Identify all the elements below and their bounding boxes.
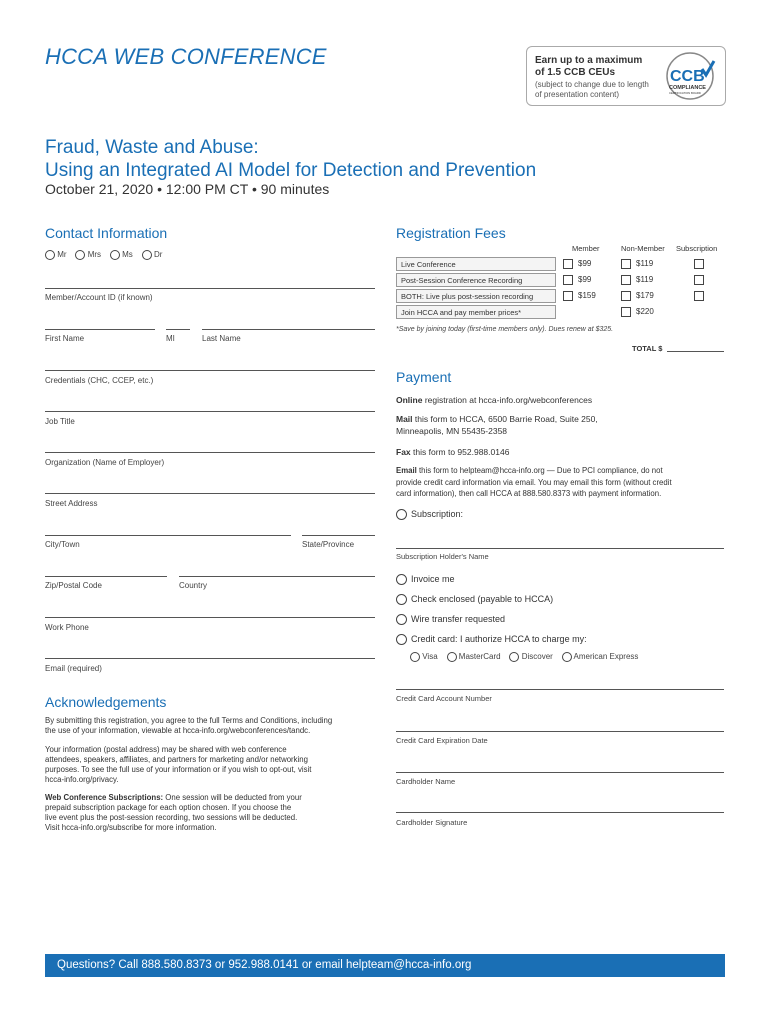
total-label: TOTAL $ bbox=[632, 344, 663, 353]
radio-icon[interactable] bbox=[447, 652, 457, 662]
checkbox-live-nonmember[interactable] bbox=[621, 259, 631, 269]
zip-label: Zip/Postal Code bbox=[45, 581, 102, 590]
ack-subscription-paragraph: Web Conference Subscriptions: One session will be deducted from your prepaid subscription package for each option chosen. If you choose the live event plus the post-session recording, two sessions will be deducted. Visit hcca-info.org/subscribe for more information. bbox=[45, 793, 302, 832]
cardholder-name-label: Cardholder Name bbox=[396, 777, 456, 786]
ceu-line-3: (subject to change due to length bbox=[535, 80, 649, 89]
last-name-label: Last Name bbox=[202, 334, 241, 343]
radio-icon[interactable] bbox=[562, 652, 572, 662]
radio-icon[interactable] bbox=[396, 614, 407, 625]
cardholder-signature-label: Cardholder Signature bbox=[396, 818, 468, 827]
ceu-line-4: of presentation content) bbox=[535, 90, 620, 99]
cc-exp-label: Credit Card Expiration Date bbox=[396, 736, 488, 745]
ack-privacy-paragraph: Your information (postal address) may be shared with web conference attendees, speakers, affiliates, and partners for marketing and/or networking purposes. To see the full use of your information or if you wish to opt-out, visit hcca-info.org/privacy. bbox=[45, 745, 312, 784]
member-id-label: Member/Account ID (if known) bbox=[45, 293, 153, 302]
checkbox-both-subscription[interactable] bbox=[694, 291, 704, 301]
card-discover[interactable]: Discover bbox=[509, 652, 552, 661]
checkbox-recording-subscription[interactable] bbox=[694, 275, 704, 285]
ccb-logo-icon bbox=[661, 51, 719, 101]
email-label: Email (required) bbox=[45, 664, 102, 673]
cc-number-field[interactable] bbox=[396, 689, 724, 690]
salutation-ms[interactable]: Ms bbox=[110, 250, 133, 259]
fee-row-join: Join HCCA and pay member prices* bbox=[396, 305, 556, 319]
state-label: State/Province bbox=[302, 540, 355, 549]
radio-icon[interactable] bbox=[142, 250, 152, 260]
fee-row-both: BOTH: Live plus post-session recording bbox=[396, 289, 556, 303]
fee-row-recording: Post-Session Conference Recording bbox=[396, 273, 556, 287]
work-phone-field[interactable] bbox=[45, 617, 375, 618]
first-name-field[interactable] bbox=[45, 329, 155, 330]
ccb-logo-sub1: COMPLIANCE bbox=[669, 85, 706, 91]
country-field[interactable] bbox=[179, 576, 375, 577]
credentials-label: Credentials (CHC, CCEP, etc.) bbox=[45, 376, 154, 385]
ccb-logo-sub2: CERTIFICATION BOARD bbox=[669, 91, 701, 95]
option-credit-card[interactable]: Credit card: I authorize HCCA to charge my: bbox=[396, 634, 587, 645]
ceu-badge bbox=[526, 46, 726, 106]
header-title: HCCA WEB CONFERENCE bbox=[45, 44, 327, 69]
cc-number-label: Credit Card Account Number bbox=[396, 694, 492, 703]
price-recording-nonmember: $119 bbox=[636, 275, 654, 284]
salutation-dr[interactable]: Dr bbox=[142, 250, 163, 259]
cc-exp-field[interactable] bbox=[396, 731, 724, 732]
checkbox-join-nonmember[interactable] bbox=[621, 307, 631, 317]
radio-icon[interactable] bbox=[396, 574, 407, 585]
city-label: City/Town bbox=[45, 540, 80, 549]
ack-heading: Acknowledgements bbox=[45, 694, 167, 710]
price-both-member: $159 bbox=[578, 291, 596, 300]
job-title-field[interactable] bbox=[45, 411, 375, 412]
col-subscription: Subscription bbox=[676, 244, 718, 253]
state-field[interactable] bbox=[302, 535, 375, 536]
radio-icon[interactable] bbox=[396, 509, 407, 520]
ceu-line-1: Earn up to a maximum bbox=[535, 55, 643, 66]
ccb-logo-text: CCB bbox=[670, 68, 705, 85]
event-title-line-2: Using an Integrated AI Model for Detection and Prevention bbox=[45, 160, 537, 181]
radio-icon[interactable] bbox=[509, 652, 519, 662]
event-date: October 21, 2020 • 12:00 PM CT • 90 minutes bbox=[45, 181, 330, 197]
checkbox-both-member[interactable] bbox=[563, 291, 573, 301]
radio-icon[interactable] bbox=[45, 250, 55, 260]
price-live-nonmember: $119 bbox=[636, 259, 654, 268]
first-name-label: First Name bbox=[45, 334, 85, 343]
fees-note: *Save by joining today (first-time members only). Dues renew at $325. bbox=[396, 326, 614, 333]
organization-label: Organization (Name of Employer) bbox=[45, 458, 165, 467]
country-label: Country bbox=[179, 581, 208, 590]
credentials-field[interactable] bbox=[45, 370, 375, 371]
radio-icon[interactable] bbox=[75, 250, 85, 260]
payment-heading: Payment bbox=[396, 369, 452, 385]
card-amex[interactable]: American Express bbox=[562, 652, 639, 661]
organization-field[interactable] bbox=[45, 452, 375, 453]
subscription-holder-label: Subscription Holder's Name bbox=[396, 552, 489, 561]
fees-heading: Registration Fees bbox=[396, 225, 506, 241]
price-join-nonmember: $220 bbox=[636, 307, 654, 316]
card-mastercard[interactable]: MasterCard bbox=[447, 652, 501, 661]
price-live-member: $99 bbox=[578, 259, 592, 268]
col-member: Member bbox=[572, 244, 600, 253]
radio-icon[interactable] bbox=[410, 652, 420, 662]
salutation-mrs[interactable]: Mrs bbox=[75, 250, 101, 259]
checkbox-live-member[interactable] bbox=[563, 259, 573, 269]
total-field[interactable] bbox=[667, 351, 724, 352]
mi-label: MI bbox=[166, 334, 175, 343]
ceu-line-2: of 1.5 CCB CEUs bbox=[535, 67, 616, 78]
cardholder-signature-field[interactable] bbox=[396, 812, 724, 813]
checkbox-recording-member[interactable] bbox=[563, 275, 573, 285]
payment-fax: Fax this form to 952.988.0146 bbox=[396, 447, 510, 457]
last-name-field[interactable] bbox=[202, 329, 375, 330]
option-wire[interactable]: Wire transfer requested bbox=[396, 614, 505, 625]
payment-online: Online registration at hcca-info.org/webconferences bbox=[396, 395, 593, 405]
subscription-holder-field[interactable] bbox=[396, 548, 724, 549]
radio-icon[interactable] bbox=[396, 594, 407, 605]
option-invoice[interactable]: Invoice me bbox=[396, 574, 455, 585]
fee-row-live: Live Conference bbox=[396, 257, 556, 271]
event-title bbox=[45, 136, 536, 182]
event-title-line-1: Fraud, Waste and Abuse: bbox=[45, 137, 259, 158]
payment-email: Email this form to helpteam@hcca-info.org — Due to PCI compliance, do not provide credit card information via email. You may email this form (without credit card information), then call HCCA at 888.580.8373 with payment information. bbox=[396, 466, 672, 498]
col-nonmember: Non-Member bbox=[621, 244, 665, 253]
street-label: Street Address bbox=[45, 499, 98, 508]
option-subscription[interactable]: Subscription: bbox=[396, 509, 463, 520]
contact-heading: Contact Information bbox=[45, 225, 168, 241]
footer-banner: Questions? Call 888.580.8373 or 952.988.0141 or email helpteam@hcca-info.org bbox=[45, 954, 725, 977]
salutation-group bbox=[45, 250, 162, 260]
member-id-field[interactable] bbox=[45, 288, 375, 289]
card-type-group bbox=[410, 652, 638, 662]
email-field[interactable] bbox=[45, 658, 375, 659]
mi-field[interactable] bbox=[166, 329, 190, 330]
street-field[interactable] bbox=[45, 493, 375, 494]
radio-icon[interactable] bbox=[396, 634, 407, 645]
checkbox-both-nonmember[interactable] bbox=[621, 291, 631, 301]
checkbox-live-subscription[interactable] bbox=[694, 259, 704, 269]
radio-icon[interactable] bbox=[110, 250, 120, 260]
zip-field[interactable] bbox=[45, 576, 167, 577]
option-check[interactable]: Check enclosed (payable to HCCA) bbox=[396, 594, 553, 605]
city-field[interactable] bbox=[45, 535, 291, 536]
price-recording-member: $99 bbox=[578, 275, 592, 284]
salutation-mr[interactable]: Mr bbox=[45, 250, 67, 259]
card-visa[interactable]: Visa bbox=[410, 652, 438, 661]
cardholder-name-field[interactable] bbox=[396, 772, 724, 773]
work-phone-label: Work Phone bbox=[45, 623, 89, 632]
payment-mail: Mail this form to HCCA, 6500 Barrie Road, Suite 250, Minneapolis, MN 55435-2358 bbox=[396, 414, 598, 436]
ack-terms-paragraph: By submitting this registration, you agree to the full Terms and Conditions, including the use of your information, viewable at hcca-info.org/webconferences/tandc. bbox=[45, 716, 333, 735]
job-title-label: Job Title bbox=[45, 417, 75, 426]
price-both-nonmember: $179 bbox=[636, 291, 654, 300]
checkbox-recording-nonmember[interactable] bbox=[621, 275, 631, 285]
